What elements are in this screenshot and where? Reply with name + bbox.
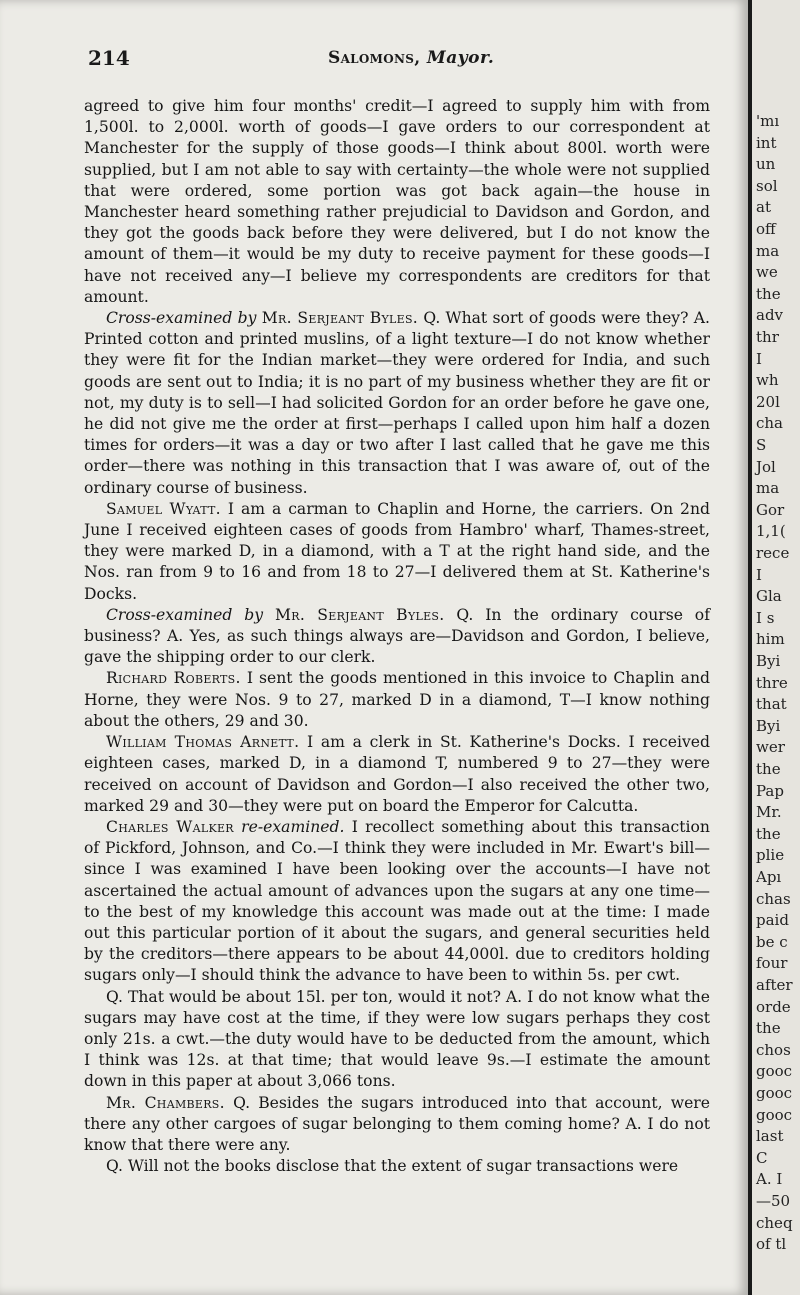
speaker-name: Mr. Serjeant Byles. [261, 309, 419, 328]
examination-lead: Cross-examined by [106, 605, 264, 624]
page-header [88, 46, 708, 74]
paragraph [84, 732, 710, 817]
paragraph-text: Q. In the ordinary course of business? A. Yes, as such things always are—Davidson and Gordon, I believe, gave the shipping order to our clerk. [84, 605, 710, 667]
facing-page-fragment: C [756, 1148, 768, 1167]
facing-page-fragment: gooc [756, 1105, 793, 1124]
facing-page-fragment: last [756, 1127, 784, 1146]
facing-page-fragment: chos [756, 1040, 791, 1059]
facing-page-fragment: plie [756, 846, 785, 865]
facing-page-fragment: Byi [756, 652, 781, 670]
paragraph-text: agreed to give him four months' credit—I agreed to supply him with from 1,500l. to 2,000l. worth of goods—I gave orders to our correspondent at Manchester for the supply of those goods—I think about 800l. worth were supplied, but I am not able to say with certainty—the whole were not supplied that were ordered, some portion was got back again—the house in Manchester heard something rather prejudicial to Davidson and Gordon, and they got the goods back before they were delivered, but I do not know the amount of them—it would be my duty to receive payment for these goods—I have not received any—I believe my correspondents are creditors for that amount. [84, 97, 710, 306]
facing-page-fragment: I [756, 565, 762, 584]
examination-lead: re-examined. [241, 817, 345, 836]
paragraph-text: I am a clerk in St. Katherine's Docks. I received eighteen cases, marked D, in a diamond T, numbered 9 to 27—they were received on account of Davidson and Gordon—I also received the other two, marked 29 and 30—they were put on board the Emperor for Calcutta. [84, 733, 710, 815]
paragraph [84, 96, 710, 308]
facing-page-fragment: of tl [756, 1235, 787, 1254]
facing-page-fragment: thr [756, 328, 779, 346]
facing-page-fragment: after [756, 976, 793, 994]
facing-page-fragment: that [756, 695, 787, 714]
facing-page-fragment: ma [756, 241, 780, 260]
paragraph [84, 817, 710, 987]
facing-page-fragment: we [756, 263, 778, 282]
facing-page-fragment: cha [756, 414, 784, 433]
facing-page-fragment: cheq [756, 1213, 793, 1232]
facing-page-fragment: sol [756, 176, 778, 195]
facing-page-fragment: four [756, 954, 788, 973]
body-text [84, 96, 710, 1177]
facing-page-fragment: 'mı [756, 112, 780, 130]
paragraph-text: Q. Will not the books disclose that the extent of sugar transactions were [106, 1157, 679, 1176]
facing-page-fragment: him [756, 630, 785, 649]
facing-page-fragment: orde [756, 997, 791, 1016]
paragraph-text: I recollect something about this transaction of Pickford, Johnson, and Co.—I think they were included in Mr. Ewart's bill—since I was examined I have been looking over the accounts—I have not ascertained the actual amount of advances upon the sugars at any one time—to the best of my knowledge this account was made out at the time: I made out this particular portion of it about the sugars, and general securities held by the creditors—there appears to be about 44,000l. due to creditors holding sugars only—I should think the advance to have been to within 5s. per cwt. [84, 817, 710, 985]
facing-page-fragment: the [756, 760, 781, 778]
speaker-name: Charles Walker [106, 817, 234, 836]
facing-page-fragment: un [756, 155, 776, 174]
speaker-name: Mr. Chambers. [106, 1093, 225, 1112]
running-title-office: Mayor. [426, 48, 495, 68]
paragraph [84, 987, 710, 1093]
paragraph [84, 605, 710, 669]
facing-page-fragment: gooc [756, 1062, 793, 1081]
facing-page-fragment: paid [756, 911, 789, 930]
facing-page-fragment: I [756, 349, 762, 368]
facing-page-fragment: Byi [756, 716, 781, 735]
page-number: 214 [88, 46, 130, 70]
paragraph [84, 308, 710, 499]
facing-page-fragment: chas [756, 889, 791, 908]
running-title [328, 48, 494, 68]
facing-page-fragment: S [756, 436, 767, 454]
facing-page-fragment: Pap [756, 781, 784, 800]
paragraph [84, 668, 710, 732]
paragraph-text: Q. Besides the sugars introduced into that account, were there any other cargoes of sugar belonging to them coming home? A. I do not know that there were any. [84, 1093, 710, 1154]
paragraph [84, 499, 710, 605]
facing-page-fragment: thre [756, 673, 788, 692]
facing-page-fragment: adv [756, 306, 784, 325]
speaker-name: Mr. Serjeant Byles. [274, 605, 445, 624]
paragraph-text: I sent the goods mentioned in this invoice to Chaplin and Horne, they were Nos. 9 to 27, marked D in a diamond, T—I know nothing about the others, 29 and 30. [84, 669, 710, 730]
facing-page-fragment: I s [756, 608, 775, 627]
examination-lead: Cross-examined by [106, 309, 257, 328]
facing-page-fragment: Gor [756, 500, 785, 519]
running-title-name: Salomons, [328, 48, 421, 68]
facing-page-fragment: off [756, 220, 776, 238]
paragraph-text: Q. What sort of goods were they? A. Printed cotton and printed muslins, of a light texture—I do not know whether they were fit for the Indian market—they were ordered for India, and such goods are sent out to India; it is no part of my business whether they are fit or not, my duty is to sell—I had solicited Gordon for an order before he gave one, he did not give me the order at first—perhaps I called upon him half a dozen times for orders—it was a day or two after I last called that he gave me this order—there was nothing in this transaction that I was aware of, out of the ordinary course of business. [84, 309, 710, 497]
facing-page-fragment: the [756, 284, 781, 303]
paragraph [84, 1156, 710, 1177]
speaker-name: William Thomas Arnett. [106, 733, 300, 752]
facing-page-fragment: the [756, 824, 781, 843]
facing-page-fragment: ma [756, 479, 780, 498]
paragraph-text: I am a carman to Chaplin and Horne, the carriers. On 2nd June I received eighteen cases of goods from Hambro' wharf, Thames-street, they were marked D, in a diamond, with a T at the right hand side, and the Nos. ran from 9 to 16 and from 18 to 27—I delivered them at St. Katherine's Docks. [84, 499, 710, 603]
facing-page-fragment: int [756, 133, 777, 152]
speaker-name: Samuel Wyatt. [106, 499, 221, 518]
facing-page-fragment: wer [756, 738, 785, 757]
facing-page-fragment: —50 [756, 1192, 791, 1210]
facing-page-fragment: wh [756, 371, 779, 390]
facing-page-fragment: gooc [756, 1084, 793, 1102]
paragraph-text: Q. That would be about 15l. per ton, would it not? A. I do not know what the sugars may have cost at the time, if they were low sugars perhaps they cost only 21s. a cwt.—the duty would have to be deducted from the amount, which I think was 12s. at that time; that would leave 9s.—I estimate the amount down in this paper at about 3,066 tons. [84, 987, 710, 1091]
facing-page-fragment: Jol [756, 457, 776, 476]
facing-page-fragment: A. I [756, 1170, 783, 1189]
speaker-name: Richard Roberts. [106, 669, 241, 688]
facing-page-fragment: 1,1( [756, 522, 786, 541]
facing-page-fragment: 20l [756, 392, 780, 411]
paragraph [84, 1093, 710, 1157]
facing-page-fragment: Apı [756, 868, 782, 886]
facing-page-fragment: rece [756, 544, 790, 562]
facing-page-edge [752, 0, 800, 1295]
facing-page-fragment: Gla [756, 587, 782, 606]
facing-page-fragment: be c [756, 932, 788, 951]
facing-page-fragment: at [756, 198, 771, 217]
facing-page-fragment: Mr. [756, 803, 782, 822]
facing-page-fragment: the [756, 1019, 781, 1038]
